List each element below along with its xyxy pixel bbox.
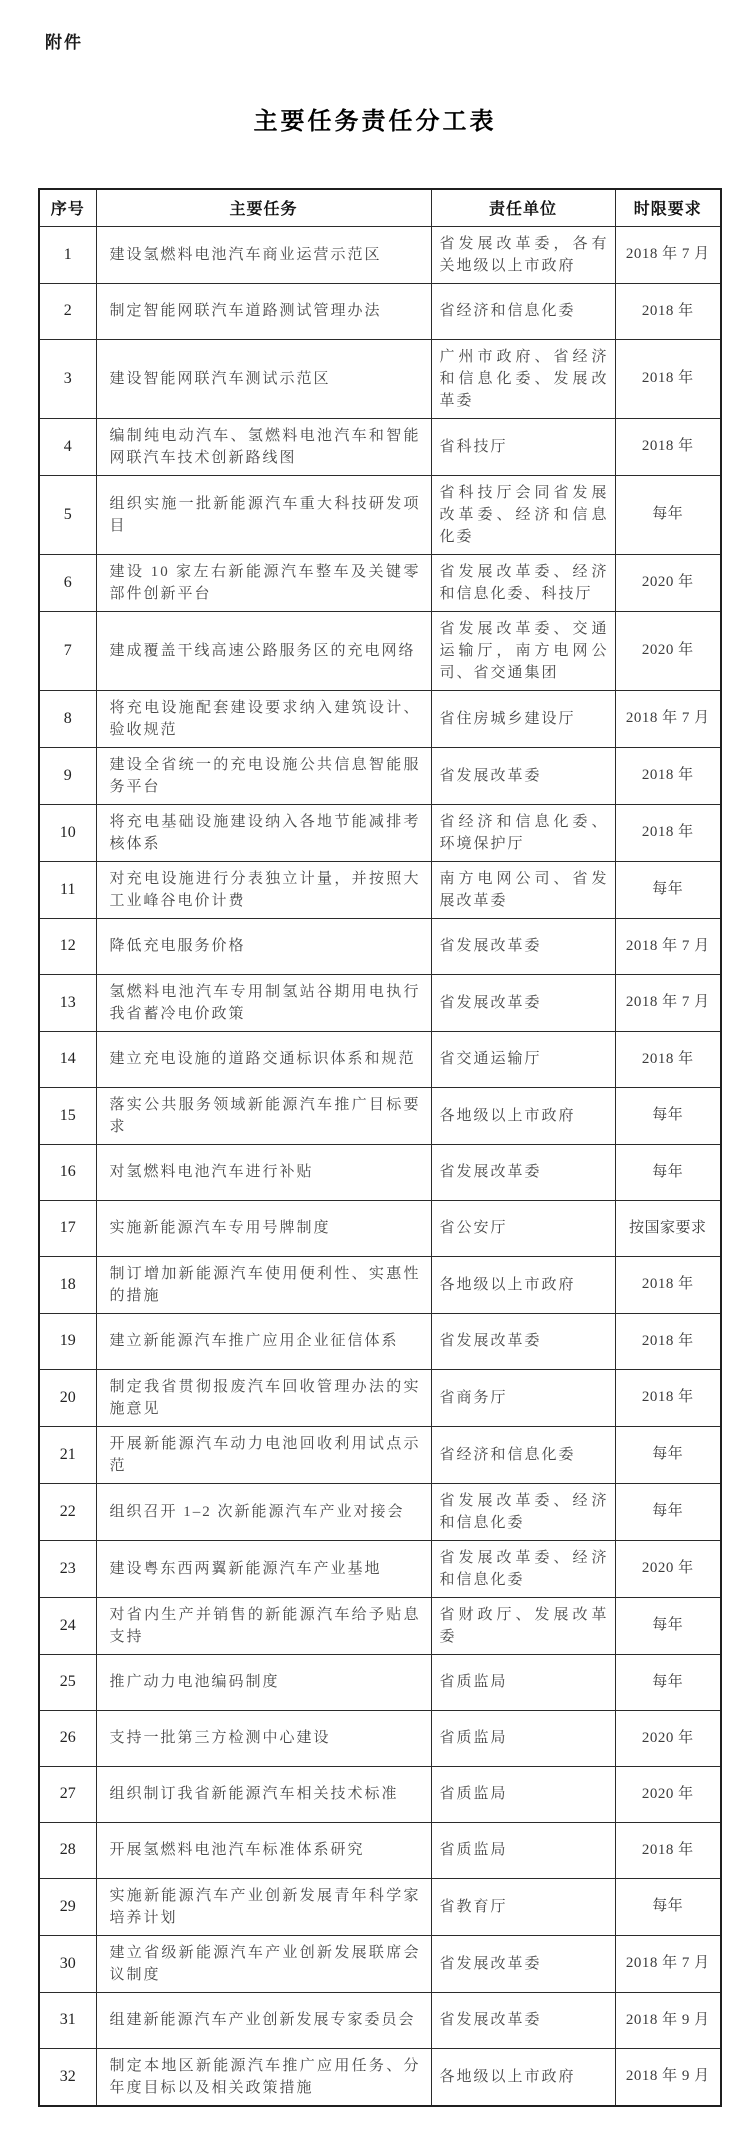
unit-cell: 省发展改革委 <box>431 1144 615 1200</box>
row-number-cell: 18 <box>39 1256 96 1313</box>
table-row <box>39 974 721 1031</box>
task-cell: 将充电设施配套建设要求纳入建筑设计、验收规范 <box>96 690 431 747</box>
header-cell-deadline: 时限要求 <box>615 189 721 226</box>
row-number-cell: 17 <box>39 1200 96 1256</box>
table-row <box>39 747 721 804</box>
table-row <box>39 1766 721 1822</box>
table-row <box>39 690 721 747</box>
unit-cell: 各地级以上市政府 <box>431 1087 615 1144</box>
table-header-row <box>39 189 721 226</box>
task-cell: 实施新能源汽车产业创新发展青年科学家培养计划 <box>96 1878 431 1935</box>
unit-cell: 省发展改革委、经济和信息化委 <box>431 1540 615 1597</box>
row-number-cell: 19 <box>39 1313 96 1369</box>
deadline-cell: 每年 <box>615 1654 721 1710</box>
task-cell: 建设 10 家左右新能源汽车整车及关键零部件创新平台 <box>96 554 431 611</box>
table-row <box>39 1426 721 1483</box>
table-row <box>39 1369 721 1426</box>
table-row <box>39 611 721 690</box>
table-row <box>39 1878 721 1935</box>
task-cell: 组织召开 1–2 次新能源汽车产业对接会 <box>96 1483 431 1540</box>
attachment-label: 附件 <box>45 33 83 52</box>
task-cell: 制定我省贯彻报废汽车回收管理办法的实施意见 <box>96 1369 431 1426</box>
deadline-cell: 每年 <box>615 1426 721 1483</box>
task-cell: 组织制订我省新能源汽车相关技术标准 <box>96 1766 431 1822</box>
unit-cell: 省质监局 <box>431 1654 615 1710</box>
task-cell: 开展新能源汽车动力电池回收利用试点示范 <box>96 1426 431 1483</box>
deadline-cell: 2018 年 <box>615 1822 721 1878</box>
task-cell: 编制纯电动汽车、氢燃料电池汽车和智能网联汽车技术创新路线图 <box>96 418 431 475</box>
row-number-cell: 28 <box>39 1822 96 1878</box>
row-number-cell: 26 <box>39 1710 96 1766</box>
deadline-cell: 2018 年 7 月 <box>615 1935 721 1992</box>
row-number-cell: 13 <box>39 974 96 1031</box>
row-number-cell: 27 <box>39 1766 96 1822</box>
unit-cell: 各地级以上市政府 <box>431 1256 615 1313</box>
table-row <box>39 1992 721 2048</box>
unit-cell: 省公安厅 <box>431 1200 615 1256</box>
unit-cell: 省发展改革委 <box>431 1935 615 1992</box>
row-number-cell: 31 <box>39 1992 96 2048</box>
deadline-cell: 2020 年 <box>615 1766 721 1822</box>
row-number-cell: 9 <box>39 747 96 804</box>
task-table-container <box>38 188 720 2107</box>
task-cell: 组建新能源汽车产业创新发展专家委员会 <box>96 1992 431 2048</box>
table-row <box>39 1654 721 1710</box>
deadline-cell: 2018 年 <box>615 1256 721 1313</box>
table-row <box>39 1200 721 1256</box>
unit-cell: 省质监局 <box>431 1766 615 1822</box>
unit-cell: 省教育厅 <box>431 1878 615 1935</box>
deadline-cell: 2018 年 7 月 <box>615 226 721 283</box>
row-number-cell: 5 <box>39 475 96 554</box>
row-number-cell: 14 <box>39 1031 96 1087</box>
row-number-cell: 4 <box>39 418 96 475</box>
task-cell: 实施新能源汽车专用号牌制度 <box>96 1200 431 1256</box>
row-number-cell: 30 <box>39 1935 96 1992</box>
deadline-cell: 2018 年 <box>615 747 721 804</box>
task-cell: 建立省级新能源汽车产业创新发展联席会议制度 <box>96 1935 431 1992</box>
unit-cell: 各地级以上市政府 <box>431 2048 615 2106</box>
row-number-cell: 10 <box>39 804 96 861</box>
table-row <box>39 861 721 918</box>
table-row <box>39 918 721 974</box>
row-number-cell: 7 <box>39 611 96 690</box>
unit-cell: 省发展改革委 <box>431 1313 615 1369</box>
unit-cell: 省质监局 <box>431 1822 615 1878</box>
task-cell: 将充电基础设施建设纳入各地节能减排考核体系 <box>96 804 431 861</box>
table-row <box>39 1256 721 1313</box>
row-number-cell: 29 <box>39 1878 96 1935</box>
table-row <box>39 2048 721 2106</box>
unit-cell: 省科技厅 <box>431 418 615 475</box>
unit-cell: 省发展改革委 <box>431 918 615 974</box>
deadline-cell: 2018 年 <box>615 1313 721 1369</box>
task-cell: 氢燃料电池汽车专用制氢站谷期用电执行我省蓄冷电价政策 <box>96 974 431 1031</box>
deadline-cell: 每年 <box>615 1144 721 1200</box>
row-number-cell: 24 <box>39 1597 96 1654</box>
row-number-cell: 20 <box>39 1369 96 1426</box>
row-number-cell: 22 <box>39 1483 96 1540</box>
unit-cell: 省经济和信息化委、环境保护厅 <box>431 804 615 861</box>
deadline-cell: 2018 年 <box>615 1369 721 1426</box>
table-row <box>39 339 721 418</box>
table-row <box>39 283 721 339</box>
table-row <box>39 1031 721 1087</box>
task-cell: 支持一批第三方检测中心建设 <box>96 1710 431 1766</box>
deadline-cell: 2018 年 <box>615 1031 721 1087</box>
deadline-cell: 2018 年 <box>615 804 721 861</box>
header-cell-no: 序号 <box>39 189 96 226</box>
deadline-cell: 按国家要求 <box>615 1200 721 1256</box>
table-row <box>39 1087 721 1144</box>
table-row <box>39 1710 721 1766</box>
row-number-cell: 11 <box>39 861 96 918</box>
table-row <box>39 1935 721 1992</box>
task-cell: 推广动力电池编码制度 <box>96 1654 431 1710</box>
row-number-cell: 32 <box>39 2048 96 2106</box>
deadline-cell: 2018 年 7 月 <box>615 974 721 1031</box>
table-row <box>39 226 721 283</box>
header-cell-task: 主要任务 <box>96 189 431 226</box>
unit-cell: 省住房城乡建设厅 <box>431 690 615 747</box>
table-row <box>39 804 721 861</box>
unit-cell: 省商务厅 <box>431 1369 615 1426</box>
row-number-cell: 16 <box>39 1144 96 1200</box>
unit-cell: 省发展改革委 <box>431 747 615 804</box>
table-row <box>39 1483 721 1540</box>
task-cell: 建立新能源汽车推广应用企业征信体系 <box>96 1313 431 1369</box>
deadline-cell: 每年 <box>615 1878 721 1935</box>
task-cell: 建设氢燃料电池汽车商业运营示范区 <box>96 226 431 283</box>
unit-cell: 省质监局 <box>431 1710 615 1766</box>
row-number-cell: 23 <box>39 1540 96 1597</box>
task-cell: 组织实施一批新能源汽车重大科技研发项目 <box>96 475 431 554</box>
row-number-cell: 25 <box>39 1654 96 1710</box>
deadline-cell: 2018 年 <box>615 418 721 475</box>
deadline-cell: 每年 <box>615 1597 721 1654</box>
table-row <box>39 1540 721 1597</box>
task-cell: 制定智能网联汽车道路测试管理办法 <box>96 283 431 339</box>
table-row <box>39 1144 721 1200</box>
deadline-cell: 2018 年 9 月 <box>615 2048 721 2106</box>
table-row <box>39 418 721 475</box>
unit-cell: 省财政厅、发展改革委 <box>431 1597 615 1654</box>
deadline-cell: 2018 年 <box>615 283 721 339</box>
table-row <box>39 1597 721 1654</box>
deadline-cell: 2020 年 <box>615 554 721 611</box>
row-number-cell: 2 <box>39 283 96 339</box>
table-row <box>39 1822 721 1878</box>
task-cell: 落实公共服务领域新能源汽车推广目标要求 <box>96 1087 431 1144</box>
unit-cell: 省发展改革委、经济和信息化委、科技厅 <box>431 554 615 611</box>
unit-cell: 省科技厅会同省发展改革委、经济和信息化委 <box>431 475 615 554</box>
row-number-cell: 15 <box>39 1087 96 1144</box>
row-number-cell: 3 <box>39 339 96 418</box>
unit-cell: 省经济和信息化委 <box>431 1426 615 1483</box>
task-cell: 建设智能网联汽车测试示范区 <box>96 339 431 418</box>
deadline-cell: 2018 年 7 月 <box>615 918 721 974</box>
task-cell: 建设粤东西两翼新能源汽车产业基地 <box>96 1540 431 1597</box>
task-table <box>38 188 722 2107</box>
table-body <box>39 226 721 2106</box>
page-title: 主要任务责任分工表 <box>253 109 497 135</box>
task-cell: 对氢燃料电池汽车进行补贴 <box>96 1144 431 1200</box>
task-cell: 降低充电服务价格 <box>96 918 431 974</box>
task-cell: 开展氢燃料电池汽车标准体系研究 <box>96 1822 431 1878</box>
task-cell: 建成覆盖干线高速公路服务区的充电网络 <box>96 611 431 690</box>
deadline-cell: 2018 年 <box>615 339 721 418</box>
row-number-cell: 8 <box>39 690 96 747</box>
task-cell: 制定本地区新能源汽车推广应用任务、分年度目标以及相关政策措施 <box>96 2048 431 2106</box>
task-cell: 建设全省统一的充电设施公共信息智能服务平台 <box>96 747 431 804</box>
deadline-cell: 每年 <box>615 475 721 554</box>
table-row <box>39 554 721 611</box>
deadline-cell: 2018 年 7 月 <box>615 690 721 747</box>
deadline-cell: 2020 年 <box>615 1540 721 1597</box>
unit-cell: 省发展改革委 <box>431 974 615 1031</box>
task-cell: 制订增加新能源汽车使用便利性、实惠性的措施 <box>96 1256 431 1313</box>
row-number-cell: 1 <box>39 226 96 283</box>
table-row <box>39 1313 721 1369</box>
deadline-cell: 每年 <box>615 1483 721 1540</box>
table-header <box>39 189 721 226</box>
unit-cell: 省发展改革委 <box>431 1992 615 2048</box>
deadline-cell: 2020 年 <box>615 1710 721 1766</box>
unit-cell: 南方电网公司、省发展改革委 <box>431 861 615 918</box>
table-row <box>39 475 721 554</box>
unit-cell: 广州市政府、省经济和信息化委、发展改革委 <box>431 339 615 418</box>
task-cell: 对省内生产并销售的新能源汽车给予贴息支持 <box>96 1597 431 1654</box>
deadline-cell: 2018 年 9 月 <box>615 1992 721 2048</box>
deadline-cell: 每年 <box>615 861 721 918</box>
unit-cell: 省发展改革委、经济和信息化委 <box>431 1483 615 1540</box>
header-cell-unit: 责任单位 <box>431 189 615 226</box>
unit-cell: 省发展改革委、交通运输厅，南方电网公司、省交通集团 <box>431 611 615 690</box>
task-cell: 对充电设施进行分表独立计量，并按照大工业峰谷电价计费 <box>96 861 431 918</box>
unit-cell: 省发展改革委，各有关地级以上市政府 <box>431 226 615 283</box>
unit-cell: 省交通运输厅 <box>431 1031 615 1087</box>
row-number-cell: 6 <box>39 554 96 611</box>
unit-cell: 省经济和信息化委 <box>431 283 615 339</box>
deadline-cell: 2020 年 <box>615 611 721 690</box>
row-number-cell: 12 <box>39 918 96 974</box>
deadline-cell: 每年 <box>615 1087 721 1144</box>
task-cell: 建立充电设施的道路交通标识体系和规范 <box>96 1031 431 1087</box>
row-number-cell: 21 <box>39 1426 96 1483</box>
